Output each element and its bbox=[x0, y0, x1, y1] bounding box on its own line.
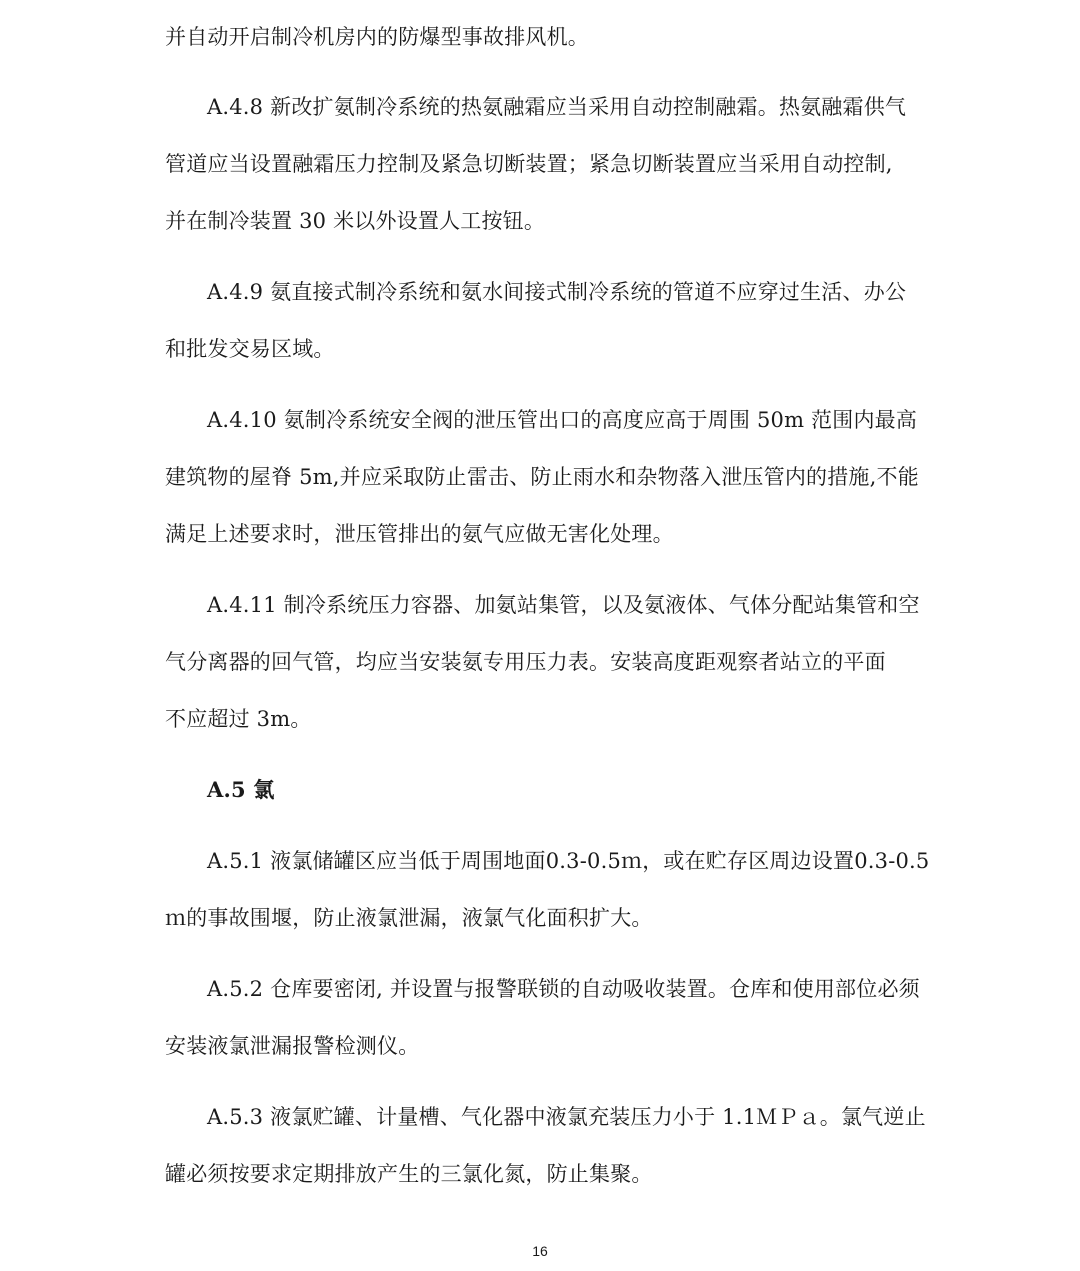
clause-a411-line: A.4.11 制冷系统压力容器、加氨站集管，以及氨液体、气体分配站集管和空 bbox=[207, 593, 920, 617]
paragraph-line: 管道应当设置融霜压力控制及紧急切断装置；紧急切断装置应当采用自动控制, bbox=[165, 152, 893, 176]
clause-a51-line: A.5.1 液氯储罐区应当低于周围地面0.3-0.5ｍ，或在贮存区周边设置0.3-0.5 bbox=[207, 849, 930, 873]
paragraph-line: 不应超过 3m。 bbox=[165, 707, 312, 731]
paragraph-line: 气分离器的回气管，均应当安装氨专用压力表。安装高度距观察者站立的平面 bbox=[165, 650, 886, 674]
paragraph-line: 满足上述要求时，泄压管排出的氨气应做无害化处理。 bbox=[165, 522, 674, 546]
clause-a410-line: A.4.10 氨制冷系统安全阀的泄压管出口的高度应高于周围 50m 范围内最高 bbox=[207, 408, 918, 432]
paragraph-line: 建筑物的屋脊 5m,并应采取防止雷击、防止雨水和杂物落入泄压管内的措施,不能 bbox=[165, 465, 919, 489]
section-heading-a5: A.5 氯 bbox=[207, 777, 275, 802]
clause-a48-line: A.4.8 新改扩氨制冷系统的热氨融霜应当采用自动控制融霜。热氨融霜供气 bbox=[207, 95, 907, 119]
paragraph-line: 并自动开启制冷机房内的防爆型事故排风机。 bbox=[165, 25, 589, 49]
page-number: 16 bbox=[532, 1243, 548, 1259]
clause-a49-line: A.4.9 氨直接式制冷系统和氨水间接式制冷系统的管道不应穿过生活、办公 bbox=[207, 280, 907, 304]
paragraph-line: ｍ的事故围堰，防止液氯泄漏，液氯气化面积扩大。 bbox=[165, 906, 653, 930]
paragraph-line: 罐必须按要求定期排放产生的三氯化氮，防止集聚。 bbox=[165, 1162, 653, 1186]
clause-a53-line: A.5.3 液氯贮罐、计量槽、气化器中液氯充装压力小于 1.1ＭＰａ。氯气逆止 bbox=[207, 1105, 926, 1129]
clause-a52-line: A.5.2 仓库要密闭, 并设置与报警联锁的自动吸收装置。仓库和使用部位必须 bbox=[207, 977, 920, 1001]
paragraph-line: 安装液氯泄漏报警检测仪。 bbox=[165, 1034, 420, 1058]
paragraph-line: 和批发交易区域。 bbox=[165, 337, 335, 361]
paragraph-line: 并在制冷装置 30 米以外设置人工按钮。 bbox=[165, 209, 546, 233]
